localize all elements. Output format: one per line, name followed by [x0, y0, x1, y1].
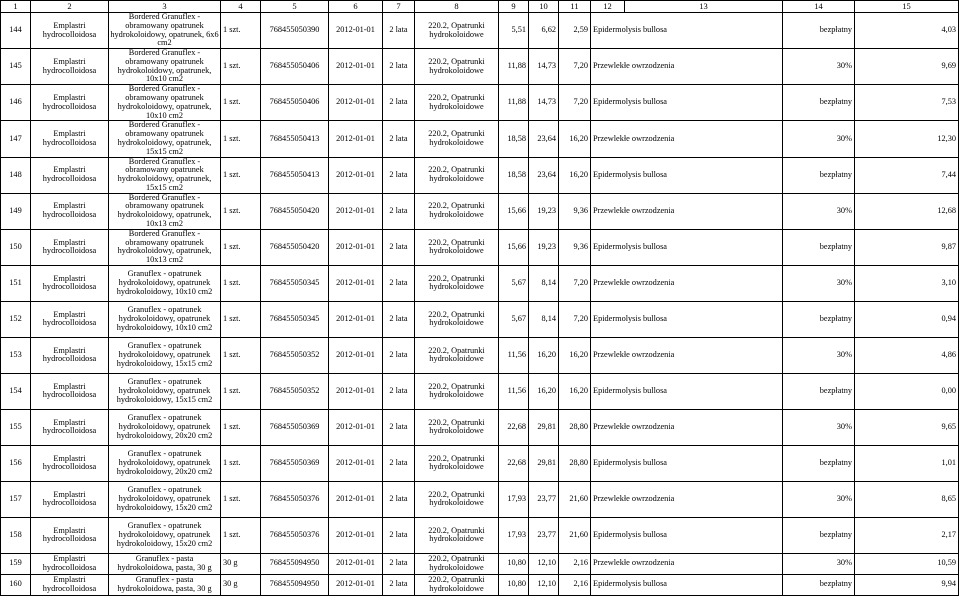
validity-period: 2 lata: [383, 49, 415, 85]
product-name: Bordered Granuflex - obramowany opatrunek hydrokoloidowy, opatrunek, 15x15 cm2: [109, 157, 221, 193]
row-number: 156: [1, 445, 31, 481]
financing-limit: 16,20: [559, 373, 591, 409]
wholesale-price: 10,80: [499, 574, 529, 595]
column-header: 15: [855, 1, 959, 13]
wholesale-price: 22,68: [499, 445, 529, 481]
validity-period: 2 lata: [383, 445, 415, 481]
payment-level: bezpłatny: [783, 301, 855, 337]
limit-group: 220.2, Opatrunki hydrokoloidowe: [415, 553, 499, 574]
effective-date: 2012-01-01: [329, 373, 383, 409]
patient-surcharge: 0,94: [855, 301, 959, 337]
product-name: Bordered Granuflex - obramowany opatrunek hydrokoloidowy, opatrunek, 6x6 cm2: [110, 12, 219, 48]
pack-size: 1 szt.: [221, 49, 261, 85]
product-name: Bordered Granuflex - obramowany opatrunek hydrokoloidowy, opatrunek, 10x13 cm2: [109, 193, 221, 229]
retail-price: 23,64: [529, 121, 559, 157]
effective-date: 2012-01-01: [329, 337, 383, 373]
financing-limit: 2,16: [559, 553, 591, 574]
effective-date: 2012-01-01: [329, 229, 383, 265]
table-row: [1, 49, 959, 85]
validity-period: 2 lata: [383, 13, 415, 49]
row-number: 148: [1, 157, 31, 193]
pack-size: 1 szt.: [221, 265, 261, 301]
column-header: 5: [261, 1, 329, 13]
financing-limit: 7,20: [559, 301, 591, 337]
financing-limit: 28,80: [559, 409, 591, 445]
row-number: 149: [1, 193, 31, 229]
indication: Przewlekłe owrzodzenia: [591, 337, 783, 373]
table-row: [1, 157, 959, 193]
payment-level: bezpłatny: [783, 517, 855, 553]
retail-price: 29,81: [529, 409, 559, 445]
column-header: 12: [591, 1, 625, 13]
pack-size: 1 szt.: [221, 445, 261, 481]
effective-date: 2012-01-01: [329, 481, 383, 517]
retail-price: 16,20: [529, 337, 559, 373]
column-header: 6: [329, 1, 383, 13]
substance-name: Emplastri hydrocolloidosa: [31, 373, 109, 409]
indication: Epidermolysis bullosa: [591, 445, 783, 481]
wholesale-price: 15,66: [499, 229, 529, 265]
payment-level: bezpłatny: [783, 373, 855, 409]
table-row: [1, 121, 959, 157]
product-name: Granuflex - pasta hydrokoloidowa, pasta, 30 g: [109, 574, 221, 595]
indication: Przewlekłe owrzodzenia: [591, 265, 783, 301]
financing-limit: 16,20: [559, 121, 591, 157]
substance-name: Emplastri hydrocolloidosa: [31, 121, 109, 157]
validity-period: 2 lata: [383, 481, 415, 517]
indication: Przewlekłe owrzodzenia: [591, 409, 783, 445]
patient-surcharge: 9,65: [855, 409, 959, 445]
effective-date: 2012-01-01: [329, 445, 383, 481]
payment-level: 30%: [783, 337, 855, 373]
ean-code: 768455050376: [261, 517, 329, 553]
row-number: 145: [1, 49, 31, 85]
retail-price: 19,23: [529, 229, 559, 265]
payment-level: bezpłatny: [783, 229, 855, 265]
column-header: 13: [625, 1, 783, 13]
validity-period: 2 lata: [383, 193, 415, 229]
table-row: [1, 229, 959, 265]
wholesale-price: 5,51: [499, 13, 529, 49]
wholesale-price: 5,67: [499, 301, 529, 337]
pack-size: 1 szt.: [221, 13, 261, 49]
ean-code: 768455050413: [261, 121, 329, 157]
column-header: 4: [221, 1, 261, 13]
validity-period: 2 lata: [383, 301, 415, 337]
validity-period: 2 lata: [383, 409, 415, 445]
payment-level: 30%: [783, 49, 855, 85]
patient-surcharge: 9,69: [855, 49, 959, 85]
limit-group: 220.2, Opatrunki hydrokoloidowe: [415, 574, 499, 595]
patient-surcharge: 3,10: [855, 265, 959, 301]
financing-limit: 16,20: [559, 157, 591, 193]
retail-price: 16,20: [529, 373, 559, 409]
pack-size: 1 szt.: [221, 517, 261, 553]
row-number: 155: [1, 409, 31, 445]
ean-code: 768455050345: [261, 301, 329, 337]
patient-surcharge: 1,01: [855, 445, 959, 481]
substance-name: Emplastri hydrocolloidosa: [31, 13, 109, 49]
substance-name: Emplastri hydrocolloidosa: [31, 481, 109, 517]
wholesale-price: 11,88: [499, 49, 529, 85]
indication: Epidermolysis bullosa: [591, 517, 783, 553]
wholesale-price: 18,58: [499, 157, 529, 193]
row-number: 157: [1, 481, 31, 517]
pack-size: 1 szt.: [221, 85, 261, 121]
product-name: Bordered Granuflex - obramowany opatrunek hydrokoloidowy, opatrunek, 10x13 cm2: [109, 229, 221, 265]
column-header: 2: [31, 1, 109, 13]
effective-date: 2012-01-01: [329, 517, 383, 553]
retail-price: 8,14: [529, 301, 559, 337]
row-number: 150: [1, 229, 31, 265]
payment-level: bezpłatny: [783, 157, 855, 193]
indication: Przewlekłe owrzodzenia: [591, 49, 783, 85]
validity-period: 2 lata: [383, 85, 415, 121]
indication: Przewlekłe owrzodzenia: [591, 553, 783, 574]
retail-price: 23,64: [529, 157, 559, 193]
indication: Epidermolysis bullosa: [591, 229, 783, 265]
retail-price: 23,77: [529, 481, 559, 517]
pack-size: 1 szt.: [221, 121, 261, 157]
substance-name: Emplastri hydrocolloidosa: [31, 517, 109, 553]
substance-name: Emplastri hydrocolloidosa: [31, 574, 109, 595]
retail-price: 14,73: [529, 85, 559, 121]
retail-price: 14,73: [529, 49, 559, 85]
indication: Przewlekłe owrzodzenia: [591, 481, 783, 517]
table-row: [1, 337, 959, 373]
patient-surcharge: 8,65: [855, 481, 959, 517]
ean-code: 768455050390: [261, 13, 329, 49]
product-name: Granuflex - opatrunek hydrokoloidowy, opatrunek hydrokoloidowy, 20x20 cm2: [109, 409, 221, 445]
financing-limit: 9,36: [559, 229, 591, 265]
pack-size: 30 g: [221, 553, 261, 574]
patient-surcharge: 10,59: [855, 553, 959, 574]
wholesale-price: 11,56: [499, 373, 529, 409]
ean-code: 768455050369: [261, 409, 329, 445]
wholesale-price: 10,80: [499, 553, 529, 574]
ean-code: 768455050406: [261, 85, 329, 121]
limit-group: 220.2, Opatrunki hydrokoloidowe: [415, 229, 499, 265]
limit-group: 220.2, Opatrunki hydrokoloidowe: [415, 373, 499, 409]
substance-name: Emplastri hydrocolloidosa: [31, 301, 109, 337]
retail-price: 29,81: [529, 445, 559, 481]
validity-period: 2 lata: [383, 121, 415, 157]
retail-price: 19,23: [529, 193, 559, 229]
pack-size: 30 g: [221, 574, 261, 595]
financing-limit: 2,59: [559, 13, 591, 49]
patient-surcharge: 7,53: [855, 85, 959, 121]
table-row: [1, 85, 959, 121]
substance-name: Emplastri hydrocolloidosa: [31, 553, 109, 574]
financing-limit: 28,80: [559, 445, 591, 481]
wholesale-price: 17,93: [499, 517, 529, 553]
header-row: [1, 1, 959, 13]
retail-price: 8,14: [529, 265, 559, 301]
limit-group: 220.2, Opatrunki hydrokoloidowe: [415, 337, 499, 373]
validity-period: 2 lata: [383, 337, 415, 373]
patient-surcharge: 12,68: [855, 193, 959, 229]
financing-limit: 7,20: [559, 49, 591, 85]
column-header: 9: [499, 1, 529, 13]
patient-surcharge: 0,00: [855, 373, 959, 409]
limit-group: 220.2, Opatrunki hydrokoloidowe: [415, 409, 499, 445]
validity-period: 2 lata: [383, 229, 415, 265]
substance-name: Emplastri hydrocolloidosa: [31, 265, 109, 301]
table-row: [1, 553, 959, 574]
table-row: [1, 574, 959, 595]
pack-size: 1 szt.: [221, 337, 261, 373]
ean-code: 768455050352: [261, 337, 329, 373]
wholesale-price: 18,58: [499, 121, 529, 157]
column-header: 10: [529, 1, 559, 13]
product-name: Bordered Granuflex - obramowany opatrunek hydrokoloidowy, opatrunek, 10x10 cm2: [109, 49, 221, 85]
substance-name: Emplastri hydrocolloidosa: [31, 445, 109, 481]
effective-date: 2012-01-01: [329, 265, 383, 301]
payment-level: 30%: [783, 553, 855, 574]
effective-date: 2012-01-01: [329, 574, 383, 595]
row-number: 154: [1, 373, 31, 409]
product-name: Granuflex - opatrunek hydrokoloidowy, opatrunek hydrokoloidowy, 15x20 cm2: [109, 517, 221, 553]
ean-code: 768455050406: [261, 49, 329, 85]
financing-limit: 7,20: [559, 265, 591, 301]
payment-level: 30%: [783, 409, 855, 445]
product-name: Granuflex - opatrunek hydrokoloidowy, opatrunek hydrokoloidowy, 15x20 cm2: [109, 481, 221, 517]
table-row: [1, 409, 959, 445]
limit-group: 220.2, Opatrunki hydrokoloidowe: [415, 121, 499, 157]
row-number: 147: [1, 121, 31, 157]
indication: Epidermolysis bullosa: [591, 85, 783, 121]
ean-code: 768455050420: [261, 193, 329, 229]
effective-date: 2012-01-01: [329, 49, 383, 85]
row-number: 153: [1, 337, 31, 373]
indication: Epidermolysis bullosa: [591, 574, 783, 595]
indication: Epidermolysis bullosa: [591, 373, 783, 409]
patient-surcharge: 2,17: [855, 517, 959, 553]
limit-group: 220.2, Opatrunki hydrokoloidowe: [415, 481, 499, 517]
effective-date: 2012-01-01: [329, 157, 383, 193]
payment-level: 30%: [783, 121, 855, 157]
indication: Epidermolysis bullosa: [591, 157, 783, 193]
patient-surcharge: 9,87: [855, 229, 959, 265]
indication: Przewlekłe owrzodzenia: [591, 121, 783, 157]
column-header: 8: [415, 1, 499, 13]
indication: Epidermolysis bullosa: [591, 13, 783, 49]
product-name: Bordered Granuflex - obramowany opatrunek hydrokoloidowy, opatrunek, 10x10 cm2: [109, 85, 221, 121]
column-header: 11: [559, 1, 591, 13]
pack-size: 1 szt.: [221, 481, 261, 517]
ean-code: 768455094950: [261, 553, 329, 574]
limit-group: 220.2, Opatrunki hydrokoloidowe: [415, 13, 499, 49]
indication: Epidermolysis bullosa: [591, 301, 783, 337]
substance-name: Emplastri hydrocolloidosa: [31, 229, 109, 265]
product-name: Bordered Granuflex - obramowany opatrunek hydrokoloidowy, opatrunek, 15x15 cm2: [109, 121, 221, 157]
retail-price: 6,62: [529, 13, 559, 49]
row-number: 158: [1, 517, 31, 553]
payment-level: 30%: [783, 193, 855, 229]
pack-size: 1 szt.: [221, 157, 261, 193]
limit-group: 220.2, Opatrunki hydrokoloidowe: [415, 157, 499, 193]
ean-code: 768455050413: [261, 157, 329, 193]
payment-level: bezpłatny: [783, 445, 855, 481]
row-number: 144: [1, 13, 31, 49]
substance-name: Emplastri hydrocolloidosa: [31, 49, 109, 85]
pack-size: 1 szt.: [221, 373, 261, 409]
ean-code: 768455050420: [261, 229, 329, 265]
substance-name: Emplastri hydrocolloidosa: [31, 337, 109, 373]
column-header: 1: [1, 1, 31, 13]
wholesale-price: 15,66: [499, 193, 529, 229]
product-name: Granuflex - pasta hydrokoloidowa, pasta, 30 g: [109, 553, 221, 574]
table-row: [1, 373, 959, 409]
wholesale-price: 11,56: [499, 337, 529, 373]
financing-limit: 7,20: [559, 85, 591, 121]
ean-code: 768455050376: [261, 481, 329, 517]
financing-limit: 2,16: [559, 574, 591, 595]
validity-period: 2 lata: [383, 373, 415, 409]
table-row: [1, 193, 959, 229]
product-name: Granuflex - opatrunek hydrokoloidowy, opatrunek hydrokoloidowy, 15x15 cm2: [109, 373, 221, 409]
effective-date: 2012-01-01: [329, 121, 383, 157]
limit-group: 220.2, Opatrunki hydrokoloidowe: [415, 85, 499, 121]
patient-surcharge: 9,94: [855, 574, 959, 595]
payment-level: bezpłatny: [783, 85, 855, 121]
product-name: Granuflex - opatrunek hydrokoloidowy, opatrunek hydrokoloidowy, 10x10 cm2: [109, 265, 221, 301]
limit-group: 220.2, Opatrunki hydrokoloidowe: [415, 49, 499, 85]
row-number: 151: [1, 265, 31, 301]
limit-group: 220.2, Opatrunki hydrokoloidowe: [415, 265, 499, 301]
financing-limit: 21,60: [559, 481, 591, 517]
pack-size: 1 szt.: [221, 193, 261, 229]
table-body: [1, 13, 959, 596]
effective-date: 2012-01-01: [329, 193, 383, 229]
row-number: 160: [1, 574, 31, 595]
product-name: Granuflex - opatrunek hydrokoloidowy, opatrunek hydrokoloidowy, 10x10 cm2: [109, 301, 221, 337]
payment-level: bezpłatny: [783, 574, 855, 595]
substance-name: Emplastri hydrocolloidosa: [31, 193, 109, 229]
patient-surcharge: 4,03: [855, 13, 959, 49]
effective-date: 2012-01-01: [329, 409, 383, 445]
indication: Przewlekłe owrzodzenia: [591, 193, 783, 229]
ean-code: 768455050352: [261, 373, 329, 409]
product-name: Granuflex - opatrunek hydrokoloidowy, opatrunek hydrokoloidowy, 15x15 cm2: [109, 337, 221, 373]
ean-code: 768455094950: [261, 574, 329, 595]
limit-group: 220.2, Opatrunki hydrokoloidowe: [415, 517, 499, 553]
wholesale-price: 5,67: [499, 265, 529, 301]
column-header: 7: [383, 1, 415, 13]
retail-price: 12,10: [529, 574, 559, 595]
table-row: [1, 265, 959, 301]
effective-date: 2012-01-01: [329, 301, 383, 337]
validity-period: 2 lata: [383, 553, 415, 574]
effective-date: 2012-01-01: [329, 85, 383, 121]
substance-name: Emplastri hydrocolloidosa: [31, 85, 109, 121]
patient-surcharge: 7,44: [855, 157, 959, 193]
payment-level: 30%: [783, 265, 855, 301]
financing-limit: 9,36: [559, 193, 591, 229]
wholesale-price: 22,68: [499, 409, 529, 445]
table-row: [1, 517, 959, 553]
retail-price: 23,77: [529, 517, 559, 553]
wholesale-price: 11,88: [499, 85, 529, 121]
validity-period: 2 lata: [383, 157, 415, 193]
limit-group: 220.2, Opatrunki hydrokoloidowe: [415, 301, 499, 337]
retail-price: 12,10: [529, 553, 559, 574]
wholesale-price: 17,93: [499, 481, 529, 517]
validity-period: 2 lata: [383, 265, 415, 301]
table-row: [1, 445, 959, 481]
table-row: [1, 13, 959, 49]
row-number: 152: [1, 301, 31, 337]
ean-code: 768455050369: [261, 445, 329, 481]
effective-date: 2012-01-01: [329, 13, 383, 49]
table-row: [1, 301, 959, 337]
row-number: 159: [1, 553, 31, 574]
ean-code: 768455050345: [261, 265, 329, 301]
payment-level: bezpłatny: [783, 13, 855, 49]
pack-size: 1 szt.: [221, 229, 261, 265]
substance-name: Emplastri hydrocolloidosa: [31, 157, 109, 193]
product-name: Granuflex - opatrunek hydrokoloidowy, opatrunek hydrokoloidowy, 20x20 cm2: [109, 445, 221, 481]
effective-date: 2012-01-01: [329, 553, 383, 574]
patient-surcharge: 12,30: [855, 121, 959, 157]
validity-period: 2 lata: [383, 517, 415, 553]
patient-surcharge: 4,86: [855, 337, 959, 373]
column-header: 14: [783, 1, 855, 13]
payment-level: 30%: [783, 481, 855, 517]
limit-group: 220.2, Opatrunki hydrokoloidowe: [415, 193, 499, 229]
column-header: 3: [109, 1, 221, 13]
pack-size: 1 szt.: [221, 409, 261, 445]
table-row: [1, 481, 959, 517]
financing-limit: 21,60: [559, 517, 591, 553]
financing-limit: 16,20: [559, 337, 591, 373]
substance-name: Emplastri hydrocolloidosa: [31, 409, 109, 445]
limit-group: 220.2, Opatrunki hydrokoloidowe: [415, 445, 499, 481]
row-number: 146: [1, 85, 31, 121]
validity-period: 2 lata: [383, 574, 415, 595]
pack-size: 1 szt.: [221, 301, 261, 337]
